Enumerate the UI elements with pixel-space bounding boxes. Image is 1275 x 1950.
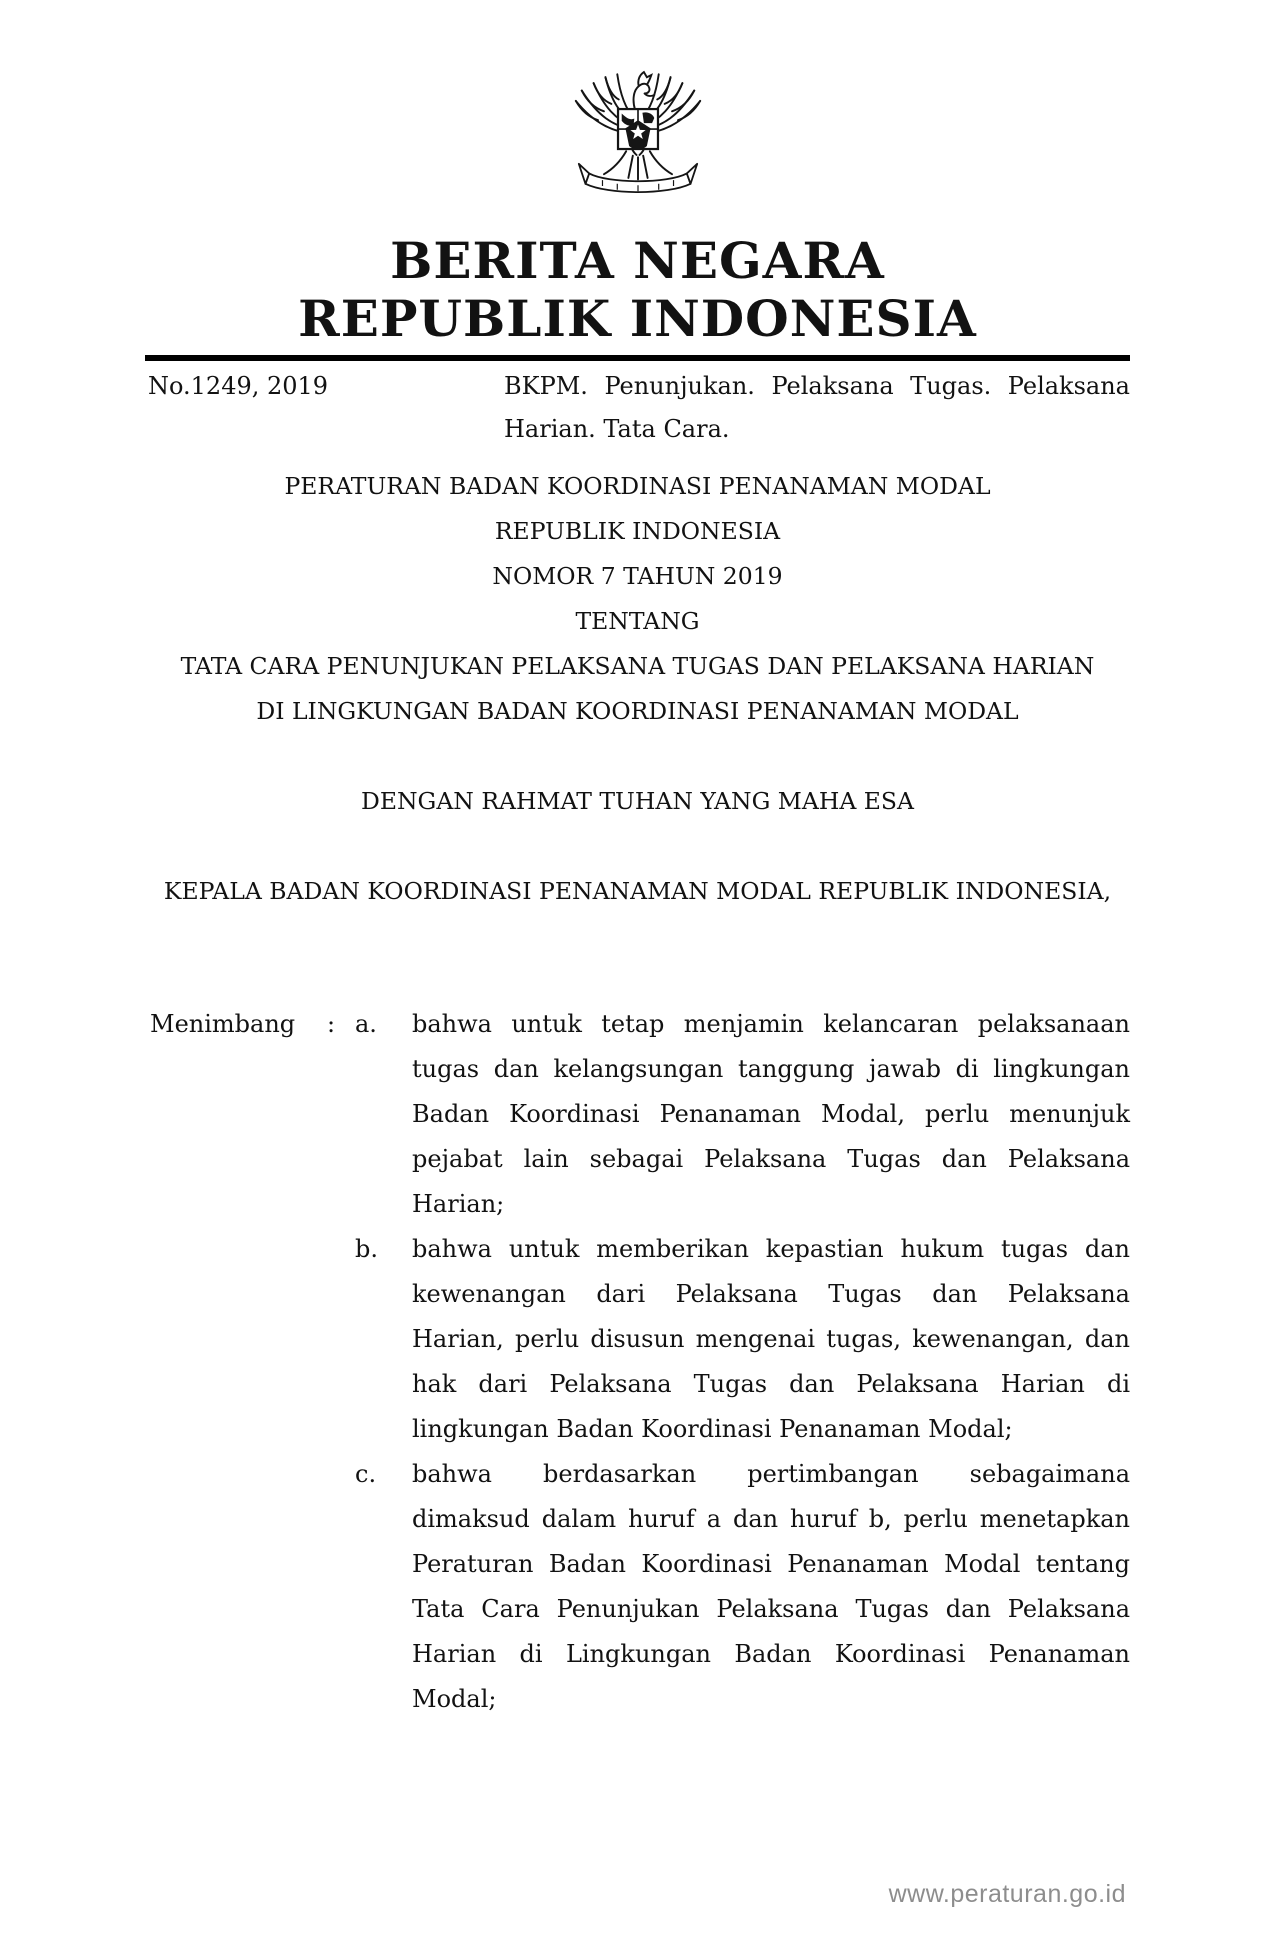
consideration-text-line: pejabat lain sebagai Pelaksana Tugas dan Pelaksana	[412, 1145, 1130, 1173]
consideration-text-line: bahwa untuk memberikan kepastian hukum tugas dan	[412, 1235, 1130, 1263]
garuda-pancasila-icon	[564, 56, 712, 208]
consideration-text-line: Modal;	[412, 1685, 497, 1713]
considerations-section	[150, 1002, 1130, 1722]
masthead-title-line2: REPUBLIK INDONESIA	[298, 289, 977, 348]
consideration-text-line: lingkungan Badan Koordinasi Penanaman Modal;	[412, 1415, 1013, 1443]
consideration-text-line: tugas dan kelangsungan tanggung jawab di lingkungan	[412, 1055, 1130, 1083]
issuing-official-line: KEPALA BADAN KOORDINASI PENANAMAN MODAL REPUBLIK INDONESIA,	[163, 877, 1112, 905]
consideration-item	[355, 1002, 1130, 1227]
regulation-title-line: NOMOR 7 TAHUN 2019	[492, 562, 783, 590]
garuda-pancasila-emblem	[564, 0, 712, 212]
masthead-title-line1: BERITA NEGARA	[390, 231, 885, 290]
invocation-line: DENGAN RAHMAT TUHAN YANG MAHA ESA	[360, 787, 915, 815]
consideration-item-text	[412, 1452, 1130, 1722]
consideration-item-letter: a.	[355, 1010, 377, 1038]
consideration-text-line: dimaksud dalam huruf a dan huruf b, perlu menetapkan	[412, 1505, 1130, 1533]
regulation-title-line: REPUBLIK INDONESIA	[494, 517, 781, 545]
consideration-item	[355, 1227, 1130, 1452]
consideration-item-text	[412, 1002, 1130, 1227]
consideration-text-line: bahwa untuk tetap menjamin kelancaran pelaksanaan	[412, 1010, 1130, 1038]
consideration-item-letter: c.	[355, 1460, 377, 1488]
considerations-label: Menimbang	[150, 1010, 296, 1038]
consideration-text-line: Harian;	[412, 1190, 505, 1218]
subject-line: Harian. Tata Cara.	[504, 415, 730, 443]
consideration-item-letter: b.	[355, 1235, 378, 1263]
regulation-title-line: PERATURAN BADAN KOORDINASI PENANAMAN MODAL	[284, 472, 991, 500]
consideration-text-line: Badan Koordinasi Penanaman Modal, perlu menunjuk	[412, 1100, 1130, 1128]
gazette-subject-abstract	[504, 365, 1130, 451]
consideration-text-line: hak dari Pelaksana Tugas dan Pelaksana Harian di	[412, 1370, 1130, 1398]
regulation-title-line: DI LINGKUNGAN BADAN KOORDINASI PENANAMAN MODAL	[256, 697, 1019, 725]
gazette-meta-row	[148, 365, 1130, 451]
regulation-title-line: TENTANG	[575, 607, 700, 635]
considerations-colon: :	[327, 1010, 336, 1038]
consideration-text-line: Harian di Lingkungan Badan Koordinasi Penanaman	[412, 1640, 1130, 1668]
consideration-item	[355, 1452, 1130, 1722]
consideration-text-line: Tata Cara Penunjukan Pelaksana Tugas dan Pelaksana	[412, 1595, 1130, 1623]
considerations-items	[355, 1002, 1130, 1722]
gazette-number: No.1249, 2019	[148, 372, 329, 400]
regulation-title-line: TATA CARA PENUNJUKAN PELAKSANA TUGAS DAN PELAKSANA HARIAN	[180, 652, 1095, 680]
footer-watermark-url: www.peraturan.go.id	[888, 1880, 1126, 1908]
subject-line: BKPM. Penunjukan. Pelaksana Tugas. Pelaksana	[504, 372, 1130, 400]
consideration-text-line: kewenangan dari Pelaksana Tugas dan Pelaksana	[412, 1280, 1130, 1308]
masthead-divider-rule	[145, 355, 1130, 361]
consideration-text-line: Harian, perlu disusun mengenai tugas, kewenangan, dan	[412, 1325, 1130, 1353]
consideration-item-text	[412, 1227, 1130, 1452]
regulation-title-block	[0, 464, 1275, 734]
consideration-text-line: Peraturan Badan Koordinasi Penanaman Modal tentang	[412, 1550, 1130, 1578]
masthead	[0, 232, 1275, 348]
consideration-text-line: bahwa berdasarkan pertimbangan sebagaimana	[412, 1460, 1130, 1488]
